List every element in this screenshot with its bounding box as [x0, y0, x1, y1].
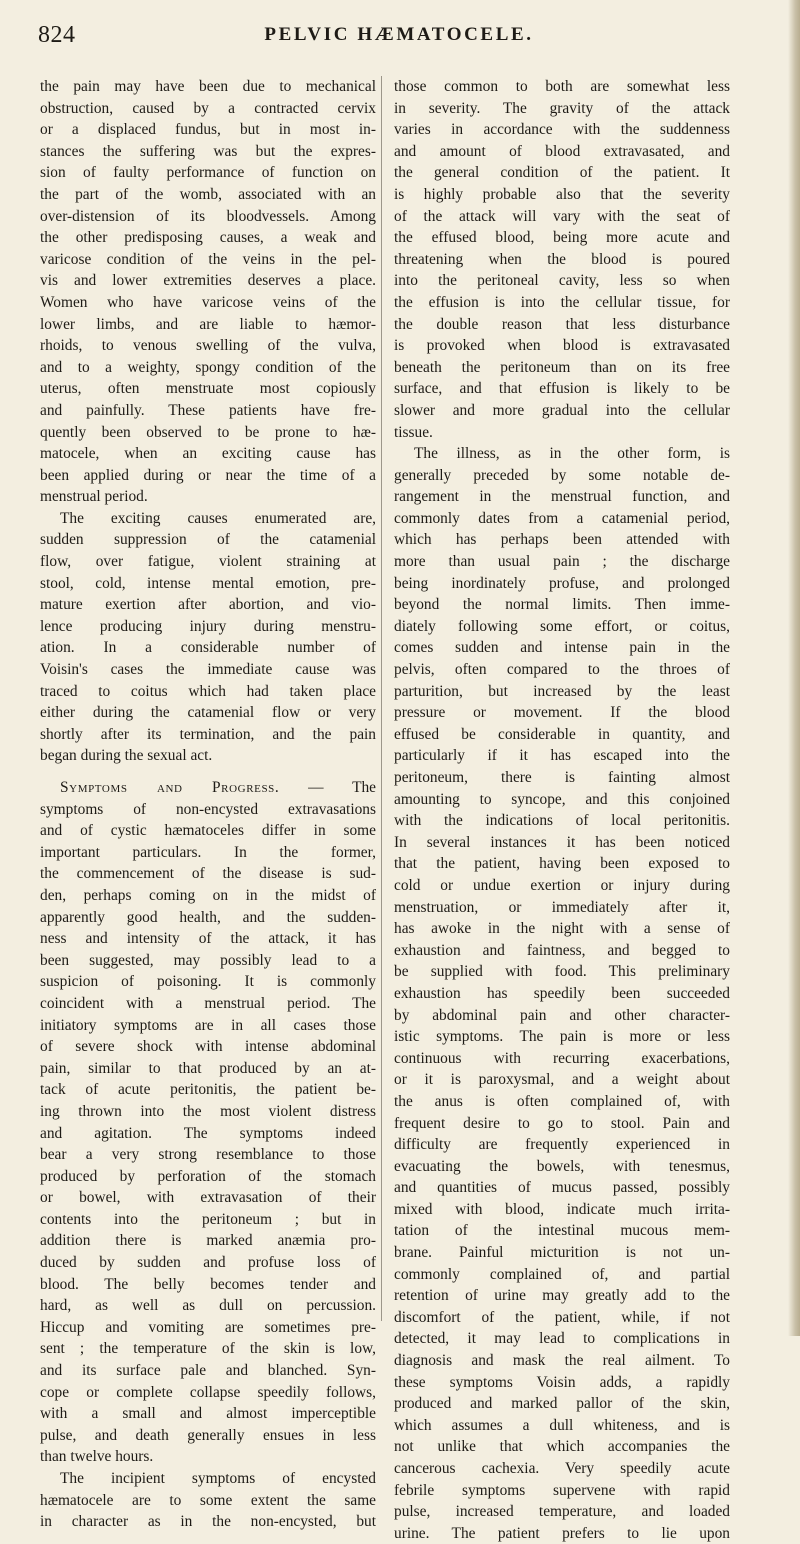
column-divider	[381, 76, 382, 1321]
text-line: the double reason that less disturbance	[394, 315, 730, 333]
paragraph	[40, 1468, 376, 1533]
text-line: istic symptoms. The pain is more or less	[394, 1028, 730, 1046]
text-line: varicose condition of the veins in the pel-	[40, 250, 376, 268]
text-line: duced by sudden and profuse loss of	[40, 1254, 376, 1272]
text-line: which has perhaps been attended with	[394, 531, 730, 549]
text-line: more than usual pain ; the discharge	[394, 553, 730, 571]
text-line: surface, and that effusion is likely to be	[394, 380, 730, 398]
text-line: initiatory symptoms are in all cases those	[40, 1016, 376, 1034]
text-line: addition there is marked anæmia pro-	[40, 1232, 376, 1250]
text-line: produced by perforation of the stomach	[40, 1167, 376, 1185]
text-line: sudden suppression of the catamenial	[40, 531, 376, 549]
text-line: ness and intensity of the attack, it has	[40, 930, 376, 948]
text-line: Voisin's cases the immediate cause was	[40, 661, 376, 679]
text-line: commonly dates from a catamenial period,	[394, 509, 730, 527]
text-line: is provoked when blood is extravasated	[394, 337, 730, 355]
text-line: rhoids, to venous swelling of the vulva,	[40, 337, 376, 355]
text-line: amounting to syncope, and this conjoined	[394, 790, 730, 808]
left-column	[40, 76, 376, 1533]
paragraph	[40, 799, 376, 1468]
text-line: den, perhaps coming on in the midst of	[40, 886, 376, 904]
text-line: cold or undue exertion or injury during	[394, 876, 730, 894]
text-line: pressure or movement. If the blood	[394, 704, 730, 722]
paragraph	[394, 76, 730, 443]
text-line: of the attack will vary with the seat of	[394, 207, 730, 225]
text-line: effused be considerable in quantity, and	[394, 725, 730, 743]
text-line: matocele, when an exciting cause has	[40, 445, 376, 463]
text-line: bear a very strong resemblance to those	[40, 1146, 376, 1164]
text-line: important particulars. In the former,	[40, 843, 376, 861]
text-line: febrile symptoms supervene with rapid	[394, 1481, 730, 1499]
text-line: or it is paroxysmal, and a weight about	[394, 1071, 730, 1089]
text-line: those common to both are somewhat less	[394, 78, 730, 95]
text-line: stances the suffering was but the expres-	[40, 142, 376, 160]
paragraph	[394, 443, 730, 1544]
text-line: difficulty are frequently experienced in	[394, 1136, 730, 1154]
text-line: The exciting causes enumerated are,	[60, 509, 376, 527]
text-line: evacuating the bowels, with tenesmus,	[394, 1157, 730, 1175]
text-line: cope or complete collapse speedily follows,	[40, 1383, 376, 1401]
text-line: and quantities of mucus passed, possibly	[394, 1179, 730, 1197]
text-line: exhaustion and faintness, and begged to	[394, 941, 730, 959]
text-line: that the patient, having been exposed to	[394, 855, 730, 873]
text-line: continuous with recurring exacerbations,	[394, 1049, 730, 1067]
text-line: peritoneum, there is fainting almost	[394, 769, 730, 786]
text-line: Hiccup and vomiting are sometimes pre-	[40, 1318, 376, 1336]
section-heading-line	[40, 777, 376, 799]
text-line: pelvis, often compared to the throes of	[394, 661, 730, 679]
text-line: and to a weighty, spongy condition of the	[40, 358, 376, 376]
text-line: In several instances it has been noticed	[394, 833, 730, 851]
text-line: into the peritoneal cavity, less so when	[394, 272, 730, 290]
text-line: than twelve hours.	[40, 1448, 154, 1466]
text-line: obstruction, caused by a contracted cervix	[40, 99, 376, 117]
text-line: and painfully. These patients have fre-	[40, 401, 376, 419]
text-line: quently been observed to be prone to hæ-	[40, 423, 376, 441]
text-line: with the indications of local peritonitis.	[394, 812, 730, 830]
text-line: comes sudden and intense pain in the	[394, 639, 730, 657]
text-line: lower limbs, and are liable to hæmor-	[40, 315, 376, 333]
paragraph	[40, 508, 376, 767]
text-line: of severe shock with intense abdominal	[40, 1038, 376, 1056]
section-spacer	[40, 767, 376, 777]
text-line: The incipient symptoms of encysted	[60, 1470, 376, 1487]
text-line: beyond the normal limits. Then imme-	[394, 596, 730, 614]
text-line: began during the sexual act.	[40, 747, 213, 765]
text-line: Women who have varicose veins of the	[40, 293, 376, 311]
text-line: the effusion is into the cellular tissue, for	[394, 293, 730, 311]
text-line: the effused blood, being more acute and	[394, 229, 730, 247]
text-line: beneath the peritoneum than on its free	[394, 358, 730, 376]
text-line: being inordinately profuse, and prolonged	[394, 574, 730, 592]
text-line: and agitation. The symptoms indeed	[40, 1124, 376, 1142]
text-line: parturition, but increased by the least	[394, 682, 730, 700]
text-line: been suggested, may possibly lead to a	[40, 951, 376, 969]
text-line: diately following some effort, or coitus,	[394, 617, 730, 635]
text-line: symptoms of non-encysted extravasations	[40, 800, 376, 818]
page-edge-shadow	[788, 0, 800, 1336]
text-line: ing thrown into the most violent distress	[40, 1102, 376, 1120]
text-line: apparently good health, and the sudden-	[40, 908, 376, 926]
text-line: ation. In a considerable number of	[40, 639, 376, 657]
text-line: sion of faulty performance of function on	[40, 164, 376, 182]
text-line: the other predisposing causes, a weak and	[40, 229, 376, 247]
text-line: stool, cold, intense mental emotion, pre-	[40, 574, 376, 592]
text-line: slower and more gradual into the cellular	[394, 401, 730, 419]
text-line: The illness, as in the other form, is	[414, 445, 730, 463]
text-line: or bowel, with extravasation of their	[40, 1189, 376, 1207]
text-line: or a displaced fundus, but in most in-	[40, 121, 376, 139]
text-line: shortly after its termination, and the pain	[40, 725, 376, 743]
text-line: retention of urine may greatly add to the	[394, 1287, 730, 1305]
text-line: vis and lower extremities deserves a place.	[40, 272, 376, 290]
paragraph	[40, 76, 376, 508]
text-line: been applied during or near the time of a	[40, 466, 376, 484]
text-line: has awoke in the night with a sense of	[394, 920, 730, 938]
text-line: the general condition of the patient. It	[394, 164, 730, 182]
text-line: the pain may have been due to mechanical	[40, 78, 376, 95]
right-column	[394, 76, 730, 1544]
text-line: hard, as well as dull on percussion.	[40, 1297, 376, 1315]
text-line: be supplied with food. This preliminary	[394, 963, 730, 981]
text-line: coincident with a menstrual period. The	[40, 994, 376, 1012]
text-line: sent ; the temperature of the skin is low,	[40, 1340, 376, 1358]
text-line: by abdominal pain and other character-	[394, 1006, 730, 1024]
text-line: is highly probable also that the severity	[394, 185, 730, 203]
text-line: blood. The belly becomes tender and	[40, 1275, 376, 1293]
text-line: discomfort of the patient, while, if not	[394, 1308, 730, 1326]
text-line: which assumes a dull whiteness, and is	[394, 1416, 730, 1434]
text-line: particularly if it has escaped into the	[394, 747, 730, 765]
text-line: varies in accordance with the suddenness	[394, 121, 730, 139]
text-line: either during the catamenial flow or very	[40, 704, 376, 722]
section-heading-tail: — The	[279, 779, 376, 796]
text-line: pulse, and death generally ensues in less	[40, 1426, 376, 1444]
text-line: in character as in the non-encysted, but	[40, 1513, 376, 1531]
text-line: contents into the peritoneum ; but in	[40, 1210, 376, 1228]
text-line: tissue.	[394, 423, 433, 441]
text-line: threatening when the blood is poured	[394, 250, 730, 268]
text-line: suspicion of poisoning. It is commonly	[40, 973, 376, 991]
text-line: and amount of blood extravasated, and	[394, 142, 730, 160]
text-line: exhaustion has speedily been succeeded	[394, 984, 730, 1002]
text-line: mixed with blood, indicate much irrita-	[394, 1200, 730, 1218]
text-line: flow, over fatigue, violent straining at	[40, 553, 376, 571]
text-line: in severity. The gravity of the attack	[394, 99, 730, 117]
text-line: not unlike that which accompanies the	[394, 1438, 730, 1456]
text-line: these symptoms Voisin adds, a rapidly	[394, 1373, 730, 1391]
text-line: menstrual period.	[40, 488, 148, 506]
text-line: tack of acute peritonitis, the patient be-	[40, 1081, 376, 1099]
text-line: frequent desire to go to stool. Pain and	[394, 1114, 730, 1132]
text-line: generally preceded by some notable de-	[394, 466, 730, 484]
text-line: rangement in the menstrual function, and	[394, 488, 730, 506]
text-line: tation of the intestinal mucous mem-	[394, 1222, 730, 1240]
text-line: pain, similar to that produced by an at-	[40, 1059, 376, 1077]
text-line: and its surface pale and blanched. Syn-	[40, 1362, 376, 1380]
text-line: with a small and almost imperceptible	[40, 1405, 376, 1423]
page-number: 824	[38, 22, 76, 48]
text-line: detected, it may lead to complications in	[394, 1330, 730, 1348]
text-line: and of cystic hæmatoceles differ in some	[40, 822, 376, 840]
text-line: uterus, often menstruate most copiously	[40, 380, 376, 398]
text-line: mature exertion after abortion, and vio-	[40, 596, 376, 614]
text-line: urine. The patient prefers to lie upon	[394, 1524, 730, 1542]
text-line: over-distension of its bloodvessels. Among	[40, 207, 376, 225]
text-line: brane. Painful micturition is not un-	[394, 1244, 730, 1262]
text-line: diagnosis and mask the real ailment. To	[394, 1352, 730, 1370]
text-line: produced and marked pallor of the skin,	[394, 1395, 730, 1413]
text-line: lence producing injury during menstru-	[40, 617, 376, 635]
text-line: the part of the womb, associated with an	[40, 185, 376, 203]
text-line: the anus is often complained of, with	[394, 1092, 730, 1110]
section-heading: Symptoms and Progress.	[60, 779, 280, 796]
text-line: the commencement of the disease is sud-	[40, 865, 376, 883]
text-line: pulse, increased temperature, and loaded	[394, 1503, 730, 1521]
text-line: hæmatocele are to some extent the same	[40, 1491, 376, 1509]
text-line: cancerous cachexia. Very speedily acute	[394, 1460, 730, 1477]
running-title: PELVIC HÆMATOCELE.	[264, 24, 534, 45]
text-line: menstruation, or immediately after it,	[394, 898, 730, 916]
text-line: traced to coitus which had taken place	[40, 682, 376, 700]
running-head	[38, 22, 760, 56]
text-line: commonly complained of, and partial	[394, 1265, 730, 1283]
